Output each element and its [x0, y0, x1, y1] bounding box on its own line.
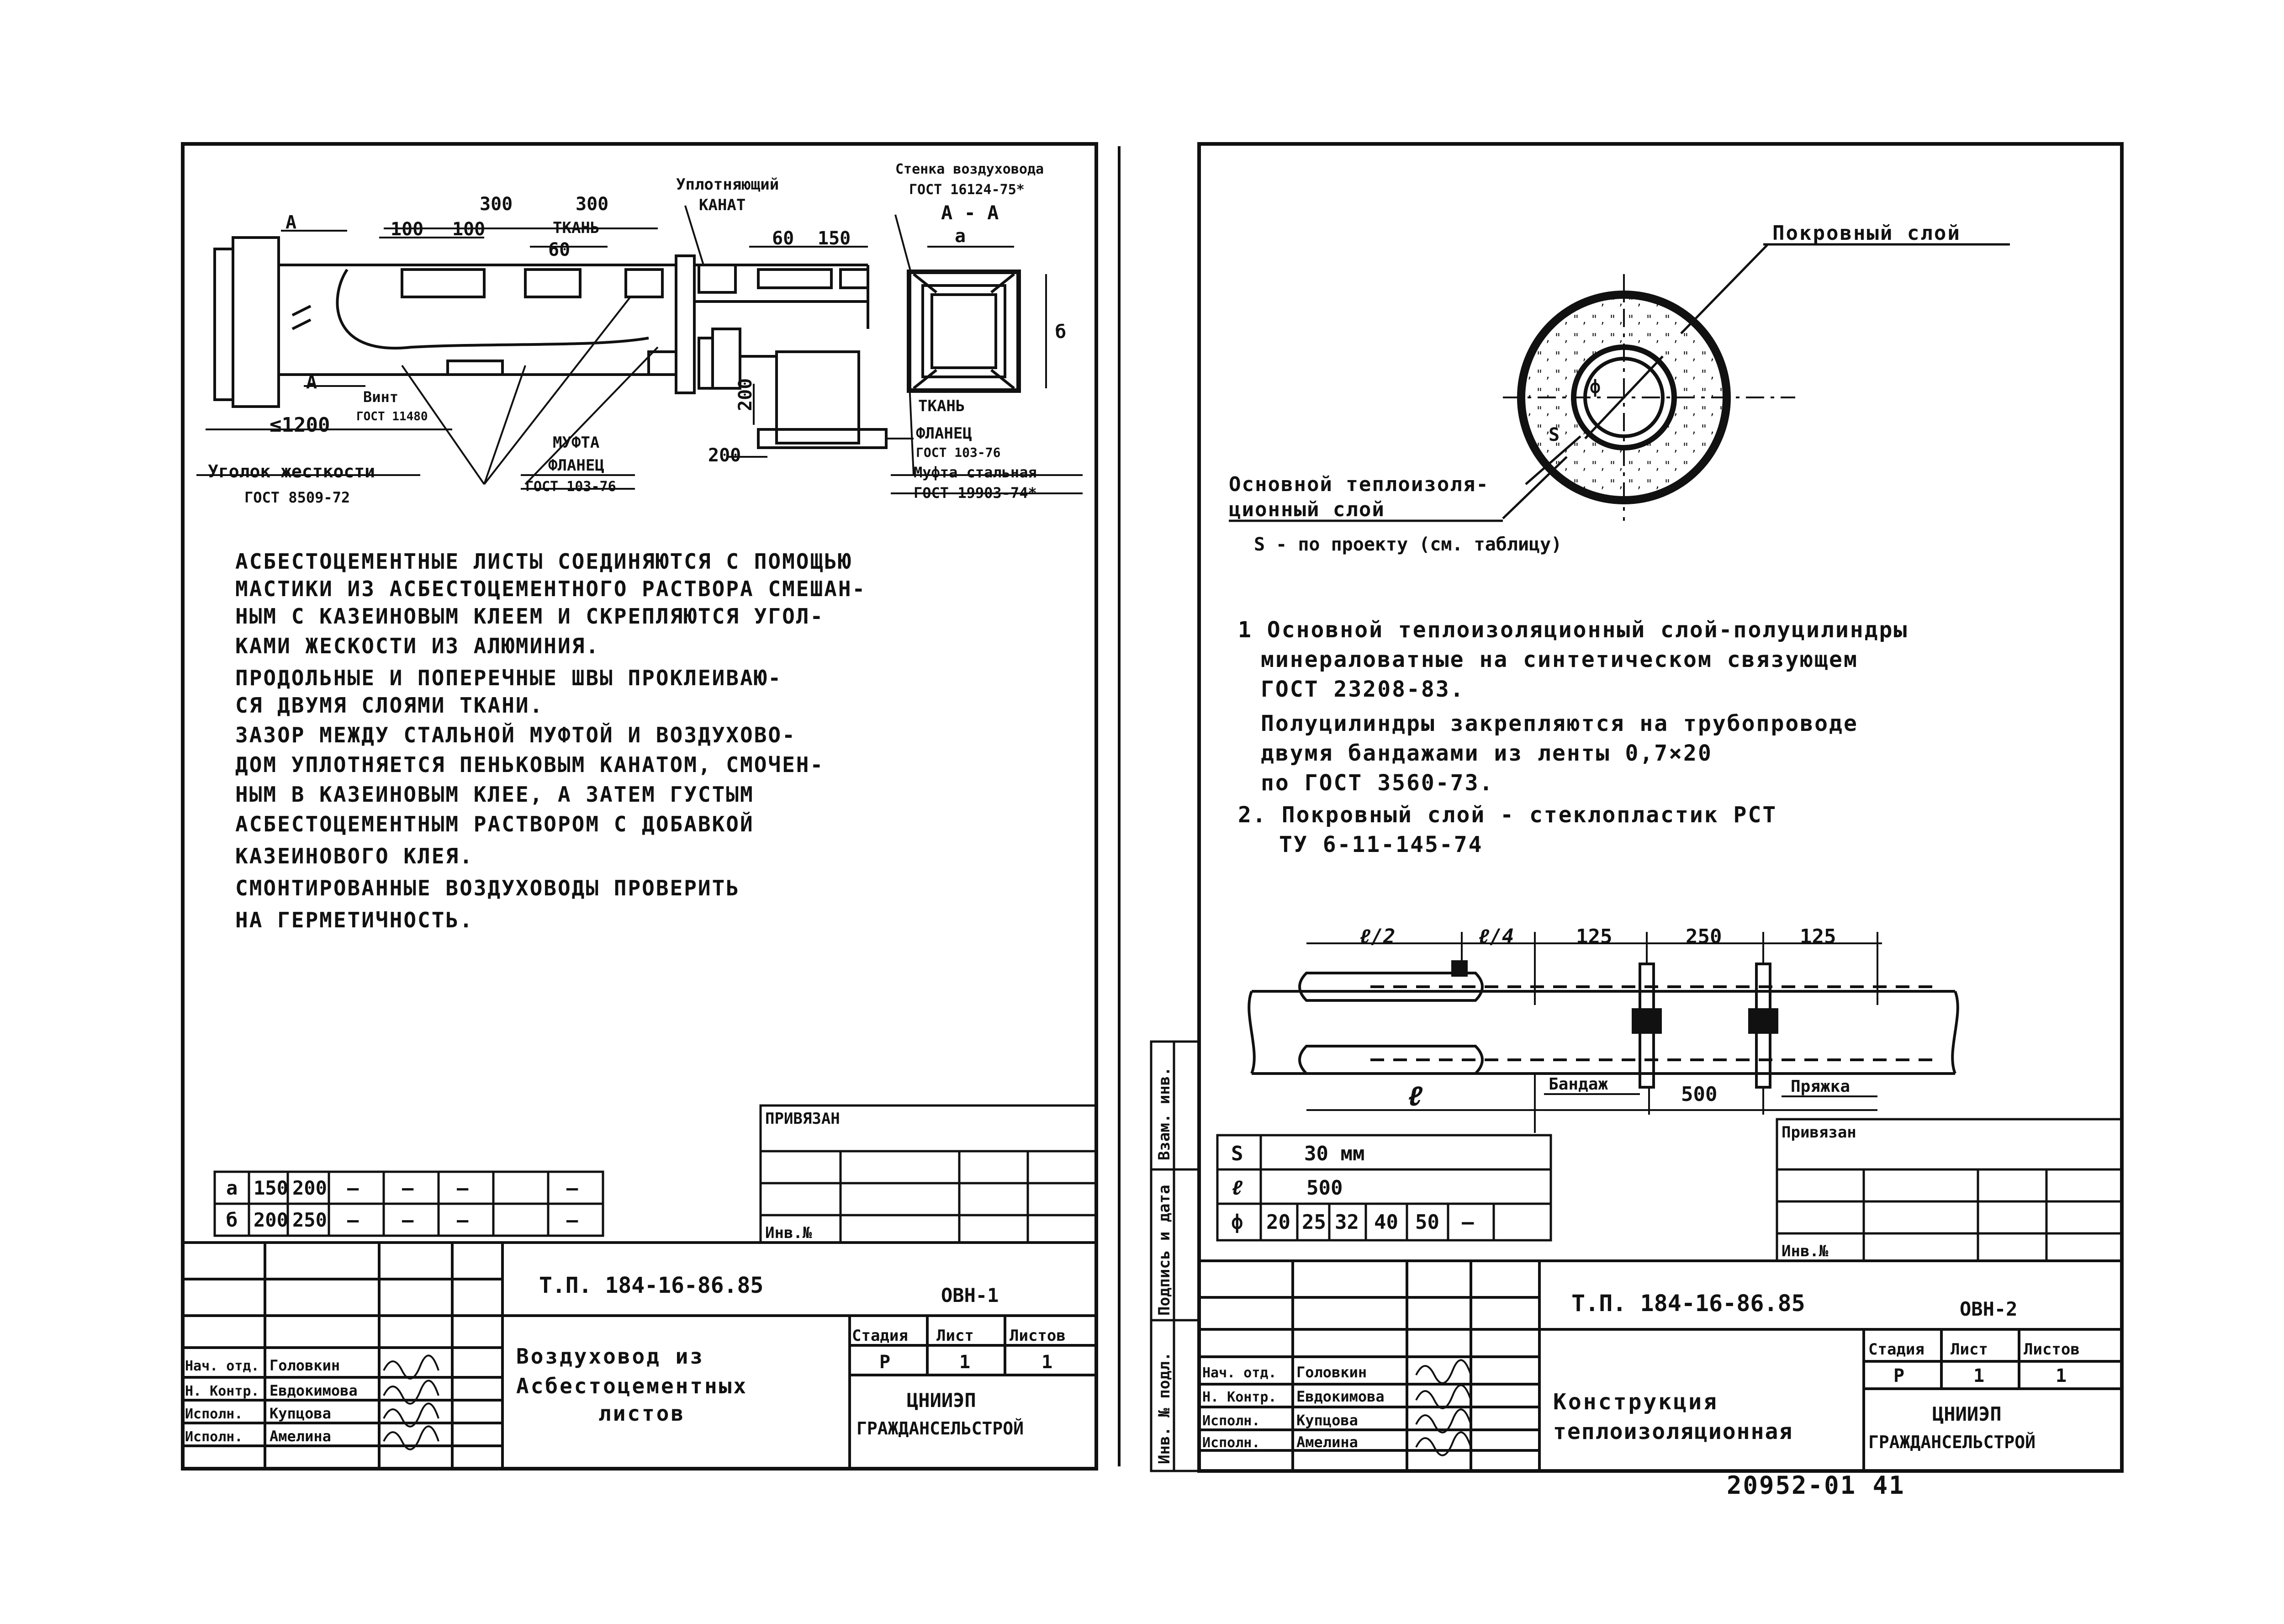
- label-tkan-right: ТКАНЬ: [918, 397, 965, 415]
- right-sheets-value: 1: [2056, 1365, 2067, 1386]
- right-note-line: 2. Покровный слой - стеклопластик РСТ: [1238, 802, 1777, 828]
- side-stamp-label: Взам. инв.: [1155, 1067, 1174, 1160]
- dim-300-b: 300: [576, 194, 609, 215]
- left-notes: [235, 549, 866, 932]
- label-vint-1: Винт: [363, 388, 399, 406]
- left-note-line: КАМИ ЖЕСКОСТИ ИЗ АЛЮМИНИЯ.: [235, 634, 600, 658]
- left-role: Исполн.: [185, 1429, 243, 1445]
- right-name: Амелина: [1296, 1434, 1358, 1451]
- left-title-texts: [185, 1273, 1066, 1445]
- dim-l: ℓ: [1407, 1080, 1424, 1112]
- table-cell: 150: [254, 1177, 288, 1199]
- label-stenka-2: ГОСТ 16124-75*: [909, 182, 1025, 198]
- table-cell: —: [347, 1209, 359, 1231]
- left-sheet-value: 1: [959, 1352, 971, 1373]
- label-osnov-2: ционный слой: [1229, 498, 1385, 521]
- label-uplot-2: КАНАТ: [699, 196, 746, 214]
- label-s-note: S - по проекту (см. таблицу): [1254, 534, 1562, 555]
- dim-100-b: 100: [452, 219, 486, 240]
- left-note-line: ДОМ УПЛОТНЯЕТСЯ ПЕНЬКОВЫМ КАНАТОМ, СМОЧЕН-: [235, 752, 825, 777]
- label-ugolok-1: Уголок жесткости: [208, 461, 375, 481]
- dim-250: 250: [1686, 925, 1722, 948]
- signature-glyph: [1416, 1432, 1471, 1455]
- table-d-value: 32: [1335, 1211, 1359, 1234]
- dim-125-a: 125: [1576, 925, 1613, 948]
- left-labels: [208, 161, 1044, 506]
- signature-glyph: [1416, 1360, 1471, 1383]
- dim-1200: ≤1200: [270, 413, 330, 437]
- right-note-line: 1 Основной теплоизоляционный слой-полуцилиндры: [1238, 617, 1909, 643]
- table-cell: 200: [254, 1209, 288, 1231]
- dim-60-b: 60: [772, 228, 794, 249]
- right-org-2: ГРАЖДАНСЕЛЬСТРОЙ: [1868, 1432, 2036, 1452]
- right-sheets-header: Листов: [2024, 1340, 2080, 1359]
- dim-300-a: 300: [480, 194, 513, 215]
- table-d-value: 20: [1266, 1211, 1290, 1234]
- table-cell: —: [457, 1209, 469, 1231]
- section-a-bottom: A: [306, 372, 317, 393]
- label-s-mark: S: [1549, 424, 1560, 445]
- label-flanec-3: ФЛАНЕЦ: [916, 424, 972, 443]
- label-flanec-4: ГОСТ 103-76: [916, 445, 1001, 460]
- dim-b-label: б: [1055, 322, 1067, 343]
- left-signatures: [384, 1355, 439, 1449]
- left-title-line: Воздуховод из: [516, 1344, 705, 1369]
- dim-60-a: 60: [548, 239, 571, 260]
- label-flanec-1: ФЛАНЕЦ: [548, 456, 604, 475]
- left-inv: Инв.№: [765, 1224, 812, 1242]
- label-ugolok-2: ГОСТ 8509-72: [244, 489, 350, 506]
- right-role: Исполн.: [1202, 1435, 1260, 1451]
- dim-l4: ℓ/4: [1478, 925, 1514, 948]
- label-stenka-1: Стенка воздуховода: [895, 161, 1044, 177]
- right-side-stamp-text: [1155, 1067, 1174, 1464]
- table-d-value: —: [1462, 1211, 1474, 1234]
- label-mufta-st-2: ГОСТ 19903-74*: [914, 484, 1037, 502]
- right-role: Исполн.: [1202, 1413, 1260, 1429]
- right-name: Головкин: [1296, 1364, 1367, 1381]
- right-note-line: по ГОСТ 3560-73.: [1261, 770, 1494, 796]
- table-cell: —: [402, 1209, 414, 1231]
- right-sheet-value: 1: [1973, 1365, 1985, 1386]
- table-d-value: 40: [1374, 1211, 1398, 1234]
- left-title-line: листов: [598, 1401, 686, 1426]
- dim-500: 500: [1681, 1083, 1718, 1106]
- right-s-table-text: [1231, 1142, 1474, 1234]
- left-sheet: [183, 144, 1096, 1469]
- label-osnov-1: Основной теплоизоля-: [1229, 473, 1489, 496]
- table-l-value: 500: [1306, 1176, 1343, 1200]
- table-d-value: 25: [1302, 1211, 1326, 1234]
- label-tkan-top: ТКАНЬ: [553, 219, 600, 237]
- left-note-line: НА ГЕРМЕТИЧНОСТЬ.: [235, 908, 474, 932]
- table-cell: —: [457, 1177, 469, 1199]
- left-name: Евдокимова: [270, 1382, 358, 1399]
- flange-left-plate: [233, 238, 279, 407]
- table-cell: —: [402, 1177, 414, 1199]
- left-stage-header: Стадия: [852, 1327, 908, 1345]
- label-mufta: МУФТА: [553, 434, 600, 452]
- label-uplot-1: Уплотняющий: [676, 175, 779, 194]
- label-mufta-st-1: Муфта стальная: [914, 464, 1037, 481]
- right-stage-header: Стадия: [1868, 1340, 1924, 1359]
- left-org-1: ЦНИИЭП: [907, 1389, 976, 1412]
- dim-125-b: 125: [1800, 925, 1836, 948]
- left-org-2: ГРАЖДАНСЕЛЬСТРОЙ: [856, 1418, 1024, 1439]
- label-bandazh: Бандаж: [1549, 1075, 1608, 1094]
- left-note-line: НЫМ С КАЗЕИНОВЫМ КЛЕЕМ И СКРЕПЛЯЮТСЯ УГОЛ-: [235, 604, 825, 629]
- left-note-line: СМОНТИРОВАННЫЕ ВОЗДУХОВОДЫ ПРОВЕРИТЬ: [235, 876, 740, 900]
- table-d-label: ф: [1231, 1211, 1243, 1234]
- left-sheets-header: Листов: [1010, 1327, 1066, 1345]
- right-name: Купцова: [1296, 1412, 1358, 1429]
- label-flanec-2: ГОСТ 103-76: [525, 479, 616, 495]
- right-note-line: ТУ 6-11-145-74: [1279, 832, 1483, 857]
- right-stage-value: Р: [1893, 1365, 1905, 1386]
- left-note-line: СЯ ДВУМЯ СЛОЯМИ ТКАНИ.: [235, 693, 544, 718]
- right-sheet: [1151, 144, 2122, 1471]
- left-role: Н. Контр.: [185, 1383, 259, 1399]
- right-role: Н. Контр.: [1202, 1389, 1277, 1405]
- left-role: Нач. отд.: [185, 1358, 259, 1374]
- table-cell: —: [566, 1209, 578, 1231]
- table-cell: —: [347, 1177, 359, 1199]
- left-note-line: АСБЕСТОЦЕМЕНТНЫЕ ЛИСТЫ СОЕДИНЯЮТСЯ С ПОМОЩЬЮ: [235, 549, 852, 574]
- dim-a-label: a: [955, 226, 966, 247]
- right-cross-labels: [1229, 222, 1961, 555]
- right-note-line: двумя бандажами из ленты 0,7×20: [1261, 741, 1713, 766]
- table-a-head: а: [226, 1177, 238, 1199]
- table-b-head: б: [226, 1209, 238, 1231]
- label-d-mark: ф: [1590, 376, 1601, 397]
- label-pokrov: Покровный слой: [1772, 222, 1961, 245]
- flange-left-shape: [215, 249, 233, 400]
- pipe-bandage-diagram: [1249, 932, 1958, 1133]
- signature-glyph: [1416, 1385, 1471, 1408]
- left-note-line: КАЗЕИНОВОГО КЛЕЯ.: [235, 844, 474, 868]
- left-role: Исполн.: [185, 1406, 243, 1422]
- table-d-value: 50: [1415, 1211, 1439, 1234]
- right-note-line: Полуцилиндры закрепляются на трубопроводе: [1261, 711, 1858, 736]
- right-sheet-code: ОВН-2: [1960, 1298, 2018, 1320]
- dim-100-a: 100: [391, 219, 424, 240]
- left-name: Головкин: [270, 1357, 340, 1374]
- left-doc-code: Т.П. 184-16-86.85: [539, 1273, 764, 1298]
- label-vint-2: ГОСТ 11480: [356, 410, 428, 423]
- table-s-label: S: [1231, 1142, 1243, 1165]
- table-s-value: 30 мм: [1304, 1142, 1365, 1165]
- table-l-label: ℓ: [1231, 1176, 1243, 1200]
- dim-200-a: 200: [735, 378, 756, 411]
- left-stage-value: Р: [879, 1352, 891, 1373]
- dim-200-b: 200: [708, 445, 741, 466]
- left-note-line: МАСТИКИ ИЗ АСБЕСТОЦЕМЕНТНОГО РАСТВОРА СМЕШАН-: [235, 577, 867, 601]
- side-stamp-label: Инв. № подл.: [1155, 1352, 1174, 1464]
- right-title-texts: [1202, 1290, 2080, 1452]
- signature-glyph: [384, 1355, 439, 1379]
- left-note-line: НЫМ В КАЗЕИНОВЫМ КЛЕЕ, А ЗАТЕМ ГУСТЫМ: [235, 782, 754, 807]
- right-role: Нач. отд.: [1202, 1365, 1277, 1381]
- right-title-line: Конструкция: [1553, 1389, 1718, 1415]
- left-sheet-code: ОВН-1: [941, 1284, 999, 1307]
- left-note-line: ПРОДОЛЬНЫЕ И ПОПЕРЕЧНЫЕ ШВЫ ПРОКЛЕИВАЮ-: [235, 666, 782, 690]
- table-cell: 250: [292, 1209, 327, 1231]
- side-stamp-label: Подпись и дата: [1155, 1185, 1174, 1316]
- footer-doc-number: 20952-01 41: [1727, 1471, 1905, 1500]
- section-aa: A - A: [941, 201, 999, 224]
- right-notes: [1238, 617, 1908, 857]
- left-name: Амелина: [270, 1428, 331, 1445]
- right-name: Евдокимова: [1296, 1388, 1385, 1405]
- dim-150: 150: [818, 228, 851, 249]
- right-org-1: ЦНИИЭП: [1932, 1403, 2002, 1425]
- left-sheet-header: Лист: [936, 1327, 974, 1345]
- left-privyazan: ПРИВЯЗАН: [765, 1110, 840, 1128]
- right-doc-code: Т.П. 184-16-86.85: [1571, 1290, 1805, 1317]
- right-note-line: минераловатные на синтетическом связующем: [1261, 647, 1858, 672]
- right-privyazan: Привязан: [1782, 1123, 1856, 1142]
- left-note-line: АСБЕСТОЦЕМЕНТНЫМ РАСТВОРОМ С ДОБАВКОЙ: [235, 812, 754, 836]
- left-title-line: Асбестоцементных: [516, 1374, 748, 1398]
- right-note-line: ГОСТ 23208-83.: [1261, 677, 1465, 702]
- right-sheet-header: Лист: [1951, 1340, 1988, 1359]
- left-sheets-value: 1: [1042, 1352, 1053, 1373]
- label-pryazhka: Пряжка: [1791, 1077, 1850, 1096]
- table-cell: 200: [292, 1177, 327, 1199]
- left-note-line: ЗАЗОР МЕЖДУ СТАЛЬНОЙ МУФТОЙ И ВОЗДУХОВО-: [235, 723, 796, 747]
- section-a-top: A: [286, 212, 297, 233]
- dim-l2: ℓ/2: [1359, 925, 1396, 948]
- right-title-line: теплоизоляционная: [1553, 1419, 1793, 1444]
- table-cell: —: [566, 1177, 578, 1199]
- left-name: Купцова: [270, 1405, 331, 1422]
- right-inv: Инв.№: [1782, 1242, 1829, 1260]
